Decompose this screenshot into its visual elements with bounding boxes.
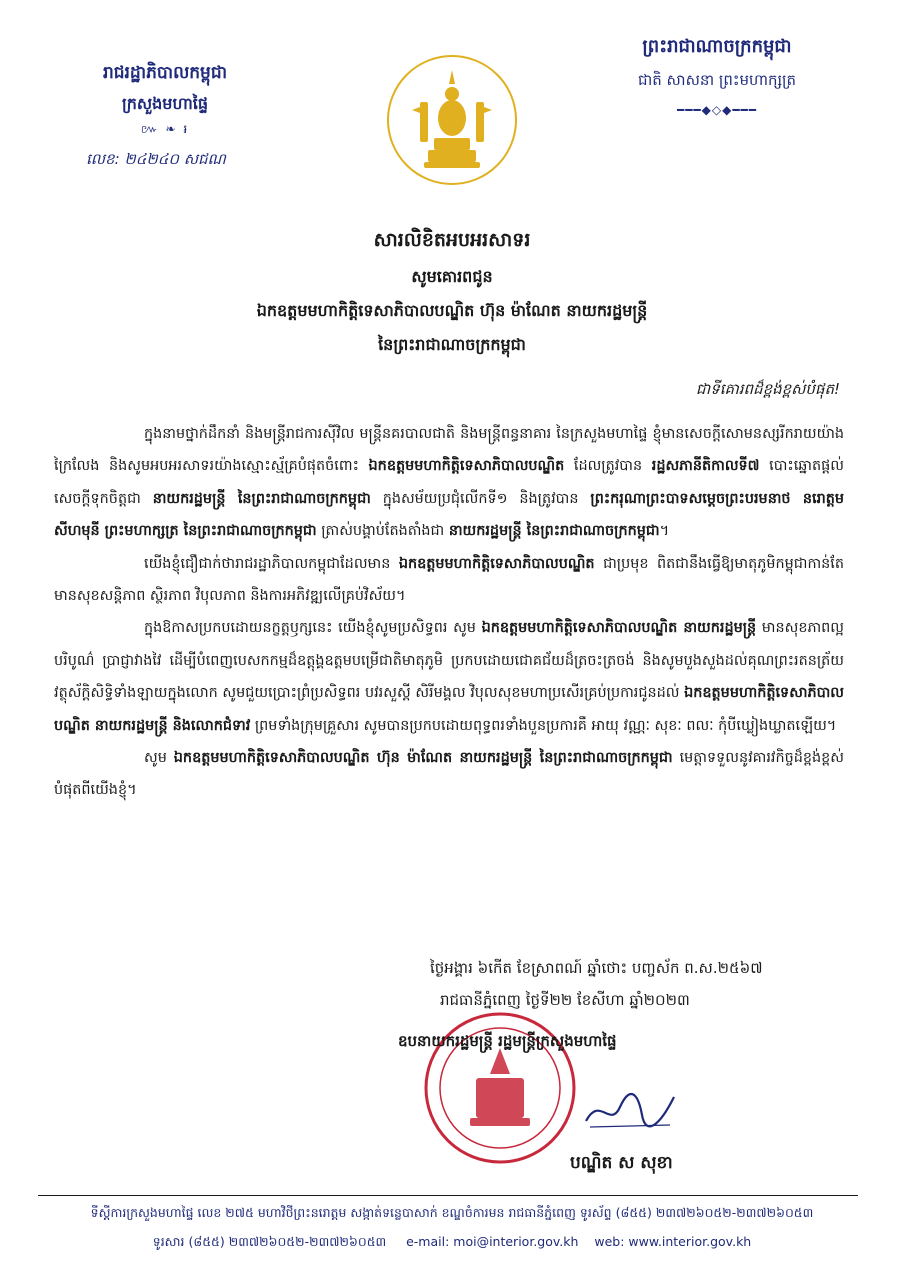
text-run: ក្នុងសម័យប្រជុំលើកទី១ និងត្រូវបាន <box>370 490 591 507</box>
paragraph-1 <box>54 418 844 548</box>
paragraph-4 <box>54 742 844 807</box>
letter-title-block <box>40 228 864 358</box>
bold-run: ឯកឧត្តមមហាកិត្តិទេសាភិបាលបណ្ឌិត នាយករដ្ឋមន្ត្រី និងលោកជំទាវ <box>54 685 844 734</box>
handwritten-signature-icon <box>580 1085 680 1135</box>
addressed-to: សូមគោរពជូន <box>411 267 493 286</box>
ornament-divider: ៚ ❧ ៛ <box>140 122 190 136</box>
paragraph-3 <box>54 612 844 742</box>
recipient-name: ឯកឧត្តមមហាកិត្តិទេសាភិបាលបណ្ឌិត ហ៊ុន ម៉ាណែត នាយករដ្ឋមន្ត្រី <box>256 301 648 320</box>
signer-name: បណ្ឌិត ស សុខា <box>570 1153 673 1173</box>
text-run: យើងខ្ញុំជឿជាក់ថារាជរដ្ឋាភិបាលកម្ពុជាដែលមាន <box>144 555 399 572</box>
letter-title: សារលិខិតអបអរសាទរ <box>373 229 531 251</box>
lunar-date: ថ្ងៃអង្គារ ៦កើត ខែស្រាពណ៍ ឆ្នាំថោះ បញ្ចស័ក ព.ស.២៥៦៧ <box>430 959 763 977</box>
footer-divider <box>38 1195 858 1196</box>
ministry-name: ក្រសួងមហាផ្ទៃ <box>121 94 208 113</box>
kingdom-name: ព្រះរាជាណាចក្រកម្ពុជា <box>642 36 792 57</box>
ministry-header <box>40 62 290 139</box>
text-run: បោះឆ្នោតផ្តល់សេចក្តីទុកចិត្តជា <box>54 458 844 507</box>
date-block <box>430 952 850 1016</box>
bold-run: រដ្ឋសភានីតិកាលទី៧ <box>651 458 760 475</box>
bold-run: នាយករដ្ឋមន្ត្រី នៃព្រះរាជាណាចក្រកម្ពុជា <box>448 523 660 540</box>
government-name: រាជរដ្ឋាភិបាលកម្ពុជា <box>102 63 228 83</box>
royal-emblem-icon <box>384 52 520 188</box>
bold-run: នាយករដ្ឋមន្ត្រី នៃព្រះរាជាណាចក្រកម្ពុជា <box>152 490 371 507</box>
footer-address: ទីស្តីការក្រសួងមហាផ្ទៃ លេខ ២៧៥ មហាវិថីព្រះនរោត្តម សង្កាត់ទន្លេបាសាក់ ខណ្ឌចំការមន រាជធានីភ្នំពេញ ទូរស័ព្ទ (៨៥៥) ២៣៧២៦០៥២-២៣៧២៦០៥៣ <box>90 1205 814 1220</box>
text-run: សូម <box>144 750 174 767</box>
kingdom-header <box>592 34 842 117</box>
letter-body <box>54 418 844 807</box>
text-run: មានសុខភាពល្អបរិបូណ៌ ប្រាជ្ញាវាងវៃ ដើម្បីបំពេញបេសកកម្មដ៏ឧត្តុង្គឧត្តមបម្រើជាតិមាតុភូមិ ប្រកបដោយជោគជ័យដ៏ត្រចះត្រចង់ និងសូមបួងសួងដល់គុណព្រះរតនត្រ័យ វត្ថុស័ក្តិសិទ្ធិទាំងឡាយក្នុងលោក សូមជួយប្រោះព្រំប្រសិទ្ធពរ បវរសួស្តី សិរីមង្គល វិបុលសុខមហាប្រសើរគ្រប់ប្រការជូនដល់ <box>54 620 844 702</box>
text-run: ក្នុងឱកាសប្រកបដោយនក្ខត្តឫក្សនេះ យើងខ្ញុំសូមប្រសិទ្ធពរ សូម <box>144 620 482 637</box>
text-run: ។ <box>659 523 670 540</box>
text-run: ព្រមទាំងក្រុមគ្រួសារ សូមបានប្រកបដោយពុទ្ធពរទាំងបួនប្រការគឺ អាយុ វណ្ណៈ សុខៈ ពលៈ កុំបីឃ្លៀងឃ្លាតឡើយ។ <box>250 717 837 734</box>
bold-run: ព្រះករុណាព្រះបាទសម្តេចព្រះបរមនាថ នរោត្តម សីហមុនី ព្រះមហាក្សត្រ នៃព្រះរាជាណាចក្រកម្ពុជា <box>54 490 844 540</box>
text-run: ជាប្រមុខ ពិតជានឹងធ្វើឱ្យមាតុភូមិកម្ពុជាកាន់តែមានសុខសន្តិភាព ស្ថិរភាព វិបុលភាព និងការអភិវឌ្ឍលើគ្រប់វិស័យ។ <box>54 555 844 605</box>
motto-ornament: ━━━◆◇◆━━━ <box>676 103 758 117</box>
place-and-date: រាជធានីភ្នំពេញ ថ្ងៃទី២២ ខែសីហា ឆ្នាំ២០២៣ <box>440 991 690 1009</box>
salutation: ជាទីគោរពដ៏ខ្ពង់ខ្ពស់បំផុត! <box>695 380 840 398</box>
national-motto: ជាតិ សាសនា ព្រះមហាក្សត្រ <box>637 71 797 89</box>
text-run: ដែលត្រូវបាន <box>564 458 652 475</box>
footer-web-link[interactable]: web: www.interior.gov.kh <box>594 1234 752 1249</box>
footer-contacts <box>20 1234 884 1253</box>
bold-run: ឯកឧត្តមមហាកិត្តិទេសាភិបាលបណ្ឌិត ហ៊ុន ម៉ាណែត នាយករដ្ឋមន្ត្រី នៃព្រះរាជាណាចក្រកម្ពុជា <box>173 750 673 767</box>
footer-email-link[interactable]: e-mail: moi@interior.gov.kh <box>406 1234 579 1249</box>
text-run: ក្នុងនាមថ្នាក់ដឹកនាំ និងមន្ត្រីរាជការស៊ីវិល មន្ត្រីនគរបាលជាតិ និងមន្ត្រីពន្ធនាគារ នៃក្រសួងមហាផ្ទៃ ខ្ញុំមានសេចក្តីសោមនស្សរីករាយយ៉ាងក្រៃលែង និងសូមអបអរសាទរយ៉ាងស្មោះស្ម័គ្របំផុតចំពោះ <box>54 426 844 475</box>
reference-number: លេខ: ២៤២៤០ សជណ <box>86 150 226 168</box>
recipient-kingdom: នៃព្រះរាជាណាចក្រកម្ពុជា <box>378 335 526 354</box>
signer-title: ឧបនាយករដ្ឋមន្ត្រី រដ្ឋមន្ត្រីក្រសួងមហាផ្ទៃ <box>398 1032 617 1050</box>
footer-fax: ទូរសារ (៨៥៥) ២៣៧២៦០៥២-២៣៧២៦០៥៣ <box>152 1234 387 1249</box>
bold-run: ឯកឧត្តមមហាកិត្តិទេសាភិបាលបណ្ឌិត <box>398 555 595 572</box>
text-run: មេត្តាទទួលនូវគារវកិច្ចដ៏ខ្ពង់ខ្ពស់បំផុតពីយើងខ្ញុំ។ <box>54 750 844 799</box>
bold-run: ឯកឧត្តមមហាកិត្តិទេសាភិបាលបណ្ឌិត នាយករដ្ឋមន្ត្រី <box>481 620 757 637</box>
bold-run: ឯកឧត្តមមហាកិត្តិទេសាភិបាលបណ្ឌិត <box>368 458 565 475</box>
paragraph-2 <box>54 548 844 613</box>
text-run: ត្រាស់បង្គាប់តែងតាំងជា <box>316 523 449 540</box>
